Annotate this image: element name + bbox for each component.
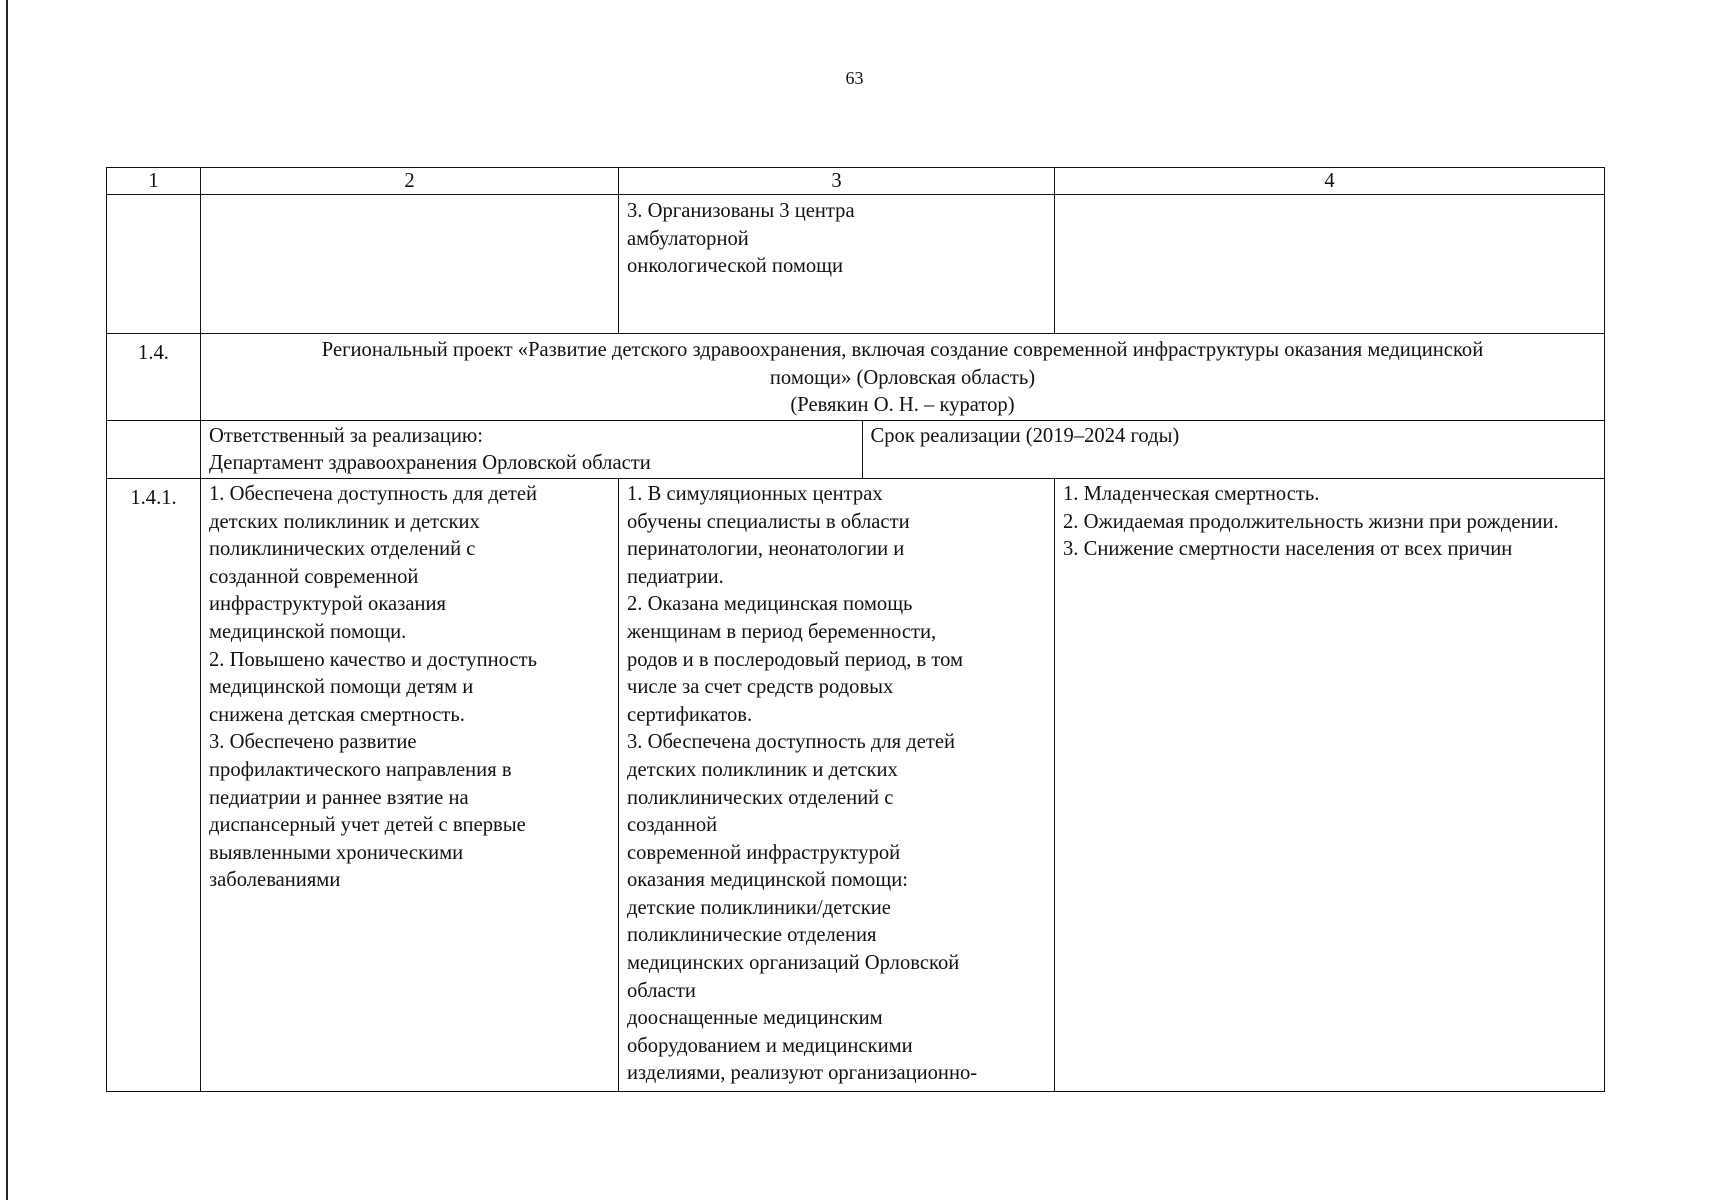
row-col-3-line: сертификатов. [627,703,753,726]
continued-cell-3 [619,195,1055,334]
continued-line: онкологической помощи [627,255,844,278]
row-col-2-line: диспансерный учет детей с впервые [209,814,526,837]
row-col-3-line: перинатологии, неонатологии и [627,538,905,561]
project-title-line: помощи» (Орловская область) [769,366,1036,389]
row-1-4-1 [107,478,1605,1091]
row-col-3-line: обучены специалисты в области [627,510,910,533]
responsible-inner-table [201,421,1604,478]
row-col-3-line: поликлинические отделения [627,924,877,947]
row-col-3 [619,478,1055,1091]
row-col-2-line: 1. Обеспечена доступность для детей [209,482,538,505]
responsible-text [201,421,862,478]
row-col-3-line: женщинам в период беременности, [627,620,937,643]
header-col-1: 1 [107,168,201,195]
row-col-3-line: современной инфраструктурой [627,841,901,864]
project-title-line: Региональный проект «Развитие детского здравоохранения, включая создание современной инфраструктуры оказания медицинской [321,339,1484,361]
row-col-2-line: снижена детская смертность. [209,703,465,726]
row-col-2-line: поликлинических отделений с [209,538,476,561]
row-col-3-line: поликлинических отделений с [627,786,894,809]
term-text: Срок реализации (2019–2024 годы) [862,421,1604,478]
project-number: 1.4. [107,334,201,421]
row-col-3-line: дооснащенные медицинским [627,1007,883,1030]
row-col-2 [201,478,619,1091]
row-col-2-line: детских поликлиник и детских [209,510,480,533]
responsible-line: Ответственный за реализацию: [209,424,483,447]
indicator-item: 1. Младенческая смертность. [1063,482,1320,505]
row-col-3-line: детских поликлиник и детских [627,758,898,781]
responsible-line: Департамент здравоохранения Орловской области [209,452,651,475]
row-col-3-line: 3. Обеспечена доступность для детей [627,731,956,754]
row-col-3-line: родов и в послеродовый период, в том [627,648,964,671]
row-col-2-line: медицинской помощи детям и [209,676,474,699]
row-col-2-line: инфраструктурой оказания [209,593,446,616]
row-col-3-line: 2. Оказана медицинская помощь [627,593,913,616]
row-col-3-line: изделиями, реализуют организационно- [627,1062,978,1085]
responsible-container [201,420,1605,478]
row-col-3-line: 1. В симуляционных центрах [627,482,883,505]
header-col-2: 2 [201,168,619,195]
responsible-empty-cell [107,420,201,478]
table-row-continued [107,195,1605,334]
row-col-2-line: заболеваниями [209,869,341,892]
row-col-2-line: 3. Обеспечено развитие [209,731,417,754]
row-col-3-line: медицинских организаций Орловской [627,952,960,975]
header-col-3: 3 [619,168,1055,195]
row-col-2-line: профилактического направления в [209,758,512,781]
row-col-2-line: созданной современной [209,565,419,588]
continued-cell-2 [201,195,619,334]
row-col-3-line: педиатрии. [627,565,724,588]
project-title-line: (Ревякин О. Н. – куратор) [790,394,1015,417]
header-col-4: 4 [1055,168,1605,195]
continued-cell-4 [1055,195,1605,334]
responsible-row [107,420,1605,478]
row-col-3-line: детские поликлиники/детские [627,896,891,919]
indicator-item: 3. Снижение смертности населения от всех причин [1063,538,1513,561]
row-col-4 [1055,478,1605,1091]
indicator-item: 2. Ожидаемая продолжительность жизни при рождении. [1063,510,1559,533]
row-col-3-line: оборудованием и медицинскими [627,1034,913,1057]
continued-line: амбулаторной [627,227,749,250]
row-col-3-line: оказания медицинской помощи: [627,869,908,892]
row-number: 1.4.1. [107,478,201,1091]
row-col-2-line: 2. Повышено качество и доступность [209,648,537,671]
page-number: 63 [845,68,864,88]
project-row [107,334,1605,421]
row-col-2-line: медицинской помощи. [209,620,407,643]
table-header-row [107,168,1605,195]
row-col-3-line: области [627,979,696,1002]
document-table [106,167,1605,1092]
continued-line: 3. Организованы 3 центра [627,200,855,222]
row-col-2-line: выявленными хроническими [209,841,464,864]
project-title [201,334,1605,421]
continued-cell-1 [107,195,201,334]
scan-left-edge [6,0,8,1200]
row-col-3-line: числе за счет средств родовых [627,676,894,699]
row-col-2-line: педиатрии и раннее взятие на [209,786,469,809]
row-col-3-line: созданной [627,814,718,837]
